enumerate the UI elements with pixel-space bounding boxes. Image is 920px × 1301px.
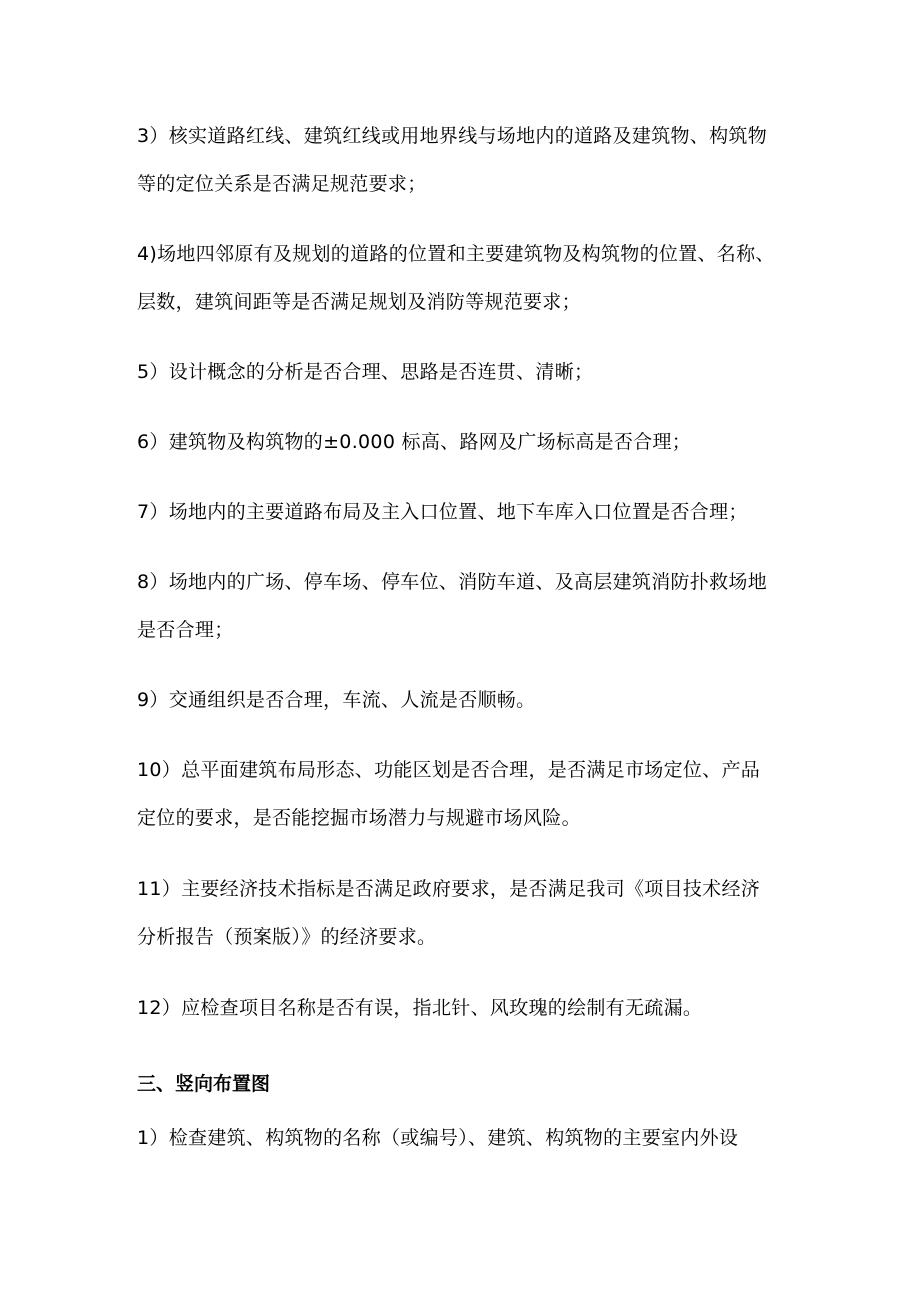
checklist-item-9 <box>137 676 787 724</box>
checklist-item-11 <box>137 865 787 961</box>
text-line: 3）核实道路红线、建筑红线或用地界线与场地内的道路及建筑物、构筑物 <box>137 125 767 147</box>
text-line: 8）场地内的广场、停车场、停车位、消防车道、及高层建筑消防扑救场地 <box>137 571 767 593</box>
text-line: 是否合理； <box>137 619 234 641</box>
text-line: 11）主要经济技术指标是否满足政府要求，是否满足我司《项目技术经济 <box>137 878 761 900</box>
text-line: 4)场地四邻原有及规划的道路的位置和主要建筑物及构筑物的位置、名称、 <box>137 243 775 265</box>
checklist-item-6 <box>137 418 787 466</box>
text-line: 定位的要求，是否能挖掘市场潜力与规避市场风险。 <box>137 807 581 829</box>
checklist-item-8 <box>137 558 787 654</box>
text-line: 分析报告（预案版）》的经济要求。 <box>137 926 437 948</box>
checklist-item-3 <box>137 112 787 208</box>
text-line: 等的定位关系是否满足规范要求； <box>137 173 427 195</box>
text-line: 7）场地内的主要道路布局及主入口位置、地下车库入口位置是否合理； <box>137 501 748 523</box>
text-line: 10）总平面建筑布局形态、功能区划是否合理，是否满足市场定位、产品 <box>137 759 761 781</box>
text-line: 12）应检查项目名称是否有误，指北针、风玫瑰的绘制有无疏漏。 <box>137 997 703 1019</box>
checklist-item-7 <box>137 488 787 536</box>
checklist-item-5 <box>137 348 787 396</box>
text-line: 5）设计概念的分析是否合理、思路是否连贯、清晰； <box>137 361 594 383</box>
text-line: 层数，建筑间距等是否满足规划及消防等规范要求； <box>137 291 581 313</box>
text-line: 9）交通组织是否合理，车流、人流是否顺畅。 <box>137 689 536 711</box>
checklist-item-10 <box>137 746 787 842</box>
checklist-item-4 <box>137 230 787 326</box>
section-heading: 三、竖向布置图 <box>137 1073 271 1095</box>
text-line: 1）检查建筑、构筑物的名称（或编号）、建筑、构筑物的主要室内外设 <box>137 1127 739 1149</box>
text-line: 6）建筑物及构筑物的±0.000 标高、路网及广场标高是否合理； <box>137 431 692 453</box>
checklist-item-12 <box>137 984 787 1032</box>
section-item-1 <box>137 1114 787 1162</box>
